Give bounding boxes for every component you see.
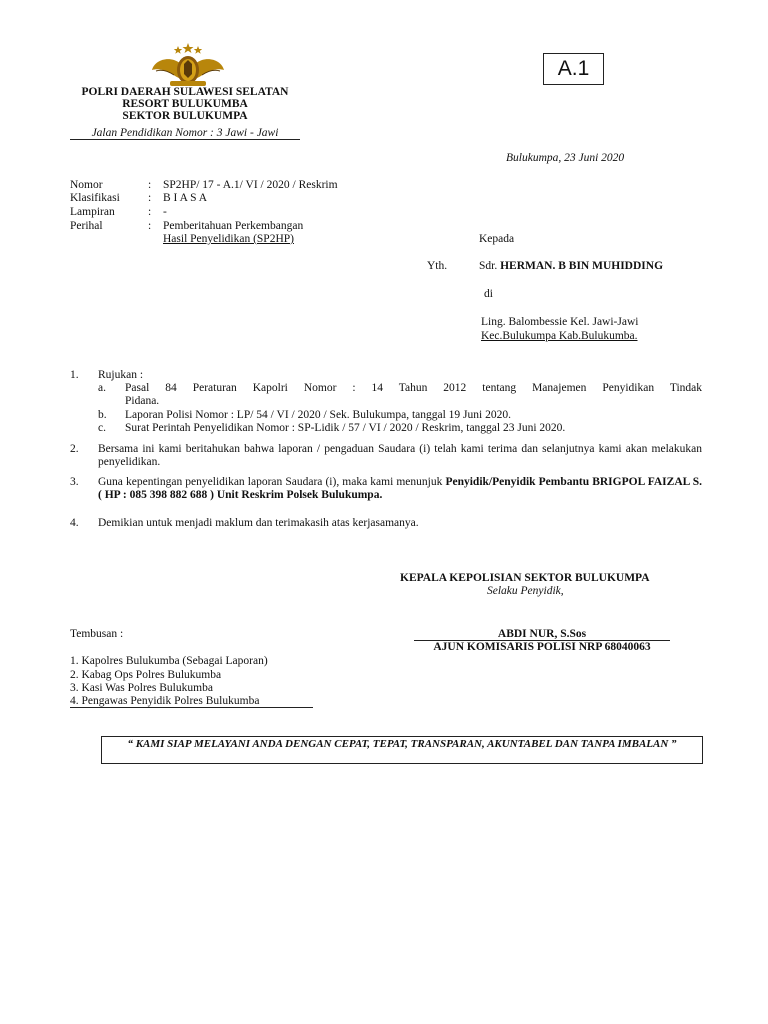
yth-label: Yth. [427, 260, 448, 272]
item-number: 1. [70, 369, 79, 381]
signature-title: KEPALA KEPOLISIAN SEKTOR BULUKUMPA [400, 572, 650, 584]
paragraph-3 [98, 476, 702, 502]
kepada-label: Kepada [479, 233, 515, 245]
signature-name: ABDI NUR, S.Sos [414, 628, 670, 641]
body-item-3 [70, 476, 702, 504]
di-label: di [484, 288, 493, 300]
perihal-colon: : [148, 220, 152, 232]
sub-b-text: Laporan Polisi Nomor : LP/ 54 / VI / 2020 / Sek. Bulukumpa, tanggal 19 Juni 2020. [125, 409, 511, 421]
header-sector: SEKTOR BULUKUMPA [122, 110, 248, 122]
sub-c-label: c. [98, 422, 106, 434]
perihal-label: Perihal [70, 220, 103, 232]
perihal-value-line2: Hasil Penyelidikan (SP2HP) [163, 233, 294, 245]
nomor-value: SP2HP/ 17 - A.1/ VI / 2020 / Reskrim [163, 179, 338, 191]
lampiran-label: Lampiran [70, 206, 115, 218]
recipient-name-text: HERMAN. B BIN MUHIDDING [500, 260, 664, 272]
paragraph-3-unit: Unit Reskrim Polsek Bulukumpa. [216, 489, 383, 501]
body-item-4 [70, 517, 702, 531]
sub-a-label: a. [98, 382, 106, 394]
nomor-label: Nomor [70, 179, 103, 191]
nomor-colon: : [148, 179, 152, 191]
recipient-address-line1: Ling. Balombessie Kel. Jawi-Jawi [481, 316, 639, 328]
sub-b-label: b. [98, 409, 107, 421]
motto-box: “ KAMI SIAP MELAYANI ANDA DENGAN CEPAT, TEPAT, TRANSPARAN, AKUNTABEL DAN TANPA IMBALAN ” [101, 736, 703, 764]
tembusan-item: 4. Pengawas Penyidik Polres Bulukumba [70, 695, 313, 708]
header-resort: RESORT BULUKUMBA [122, 98, 248, 110]
tembusan-item: 1. Kapolres Bulukumba (Sebagai Laporan) [70, 655, 268, 667]
signature-subtitle: Selaku Penyidik, [487, 585, 564, 597]
lampiran-colon: : [148, 206, 152, 218]
sub-a-text-line2: Pidana. [125, 395, 160, 407]
klasifikasi-value: B I A S A [163, 192, 208, 204]
klasifikasi-label: Klasifikasi [70, 192, 120, 204]
tembusan-item: 2. Kabag Ops Polres Bulukumba [70, 669, 222, 681]
paragraph-2: Bersama ini kami beritahukan bahwa laporan / pengaduan Saudara (i) telah kami terima dan selanjutnya kami akan melakukan penyelidikan. [98, 443, 702, 468]
perihal-value-line1: Pemberitahuan Perkembangan [163, 220, 304, 232]
place-date: Bulukumpa, 23 Juni 2020 [506, 152, 625, 164]
item-number: 3. [70, 476, 79, 488]
police-emblem-icon [148, 40, 228, 88]
item-number: 2. [70, 443, 79, 455]
tembusan-item: 3. Kasi Was Polres Bulukumba [70, 682, 213, 694]
lampiran-value: - [163, 206, 167, 218]
klasifikasi-colon: : [148, 192, 152, 204]
header-address: Jalan Pendidikan Nomor : 3 Jawi - Jawi [70, 127, 300, 140]
paragraph-4: Demikian untuk menjadi maklum dan terimakasih atas kerjasamanya. [98, 517, 419, 529]
item-number: 4. [70, 517, 79, 529]
header-province: POLRI DAERAH SULAWESI SELATAN [81, 86, 289, 98]
recipient-name [479, 260, 663, 272]
paragraph-3-investigator: Penyidik/Penyidik Pembantu BRIGPOL FAIZAL S. ( HP : 085 398 882 688 ) [98, 476, 703, 501]
rujukan-label: Rujukan : [98, 369, 144, 381]
paragraph-3-part-1: Guna kepentingan penyelidikan laporan Saudara (i), maka kami menunjuk [98, 476, 443, 488]
tembusan-label: Tembusan : [70, 628, 124, 640]
recipient-prefix: Sdr. [479, 260, 498, 272]
document-code-box: A.1 [543, 53, 604, 85]
sub-a-text-line1: Pasal 84 Peraturan Kapolri Nomor : 14 Tahun 2012 tentang Manajemen Penyidikan Tindak [125, 382, 702, 394]
signature-rank: AJUN KOMISARIS POLISI NRP 68040063 [433, 641, 651, 653]
recipient-address-line2: Kec.Bulukumpa Kab.Bulukumba. [481, 330, 638, 342]
body-item-1 [70, 369, 702, 434]
sub-c-text: Surat Perintah Penyelidikan Nomor : SP-Lidik / 57 / VI / 2020 / Reskrim, tanggal 23 Juni 2020. [125, 422, 566, 434]
body-item-2 [70, 443, 702, 471]
